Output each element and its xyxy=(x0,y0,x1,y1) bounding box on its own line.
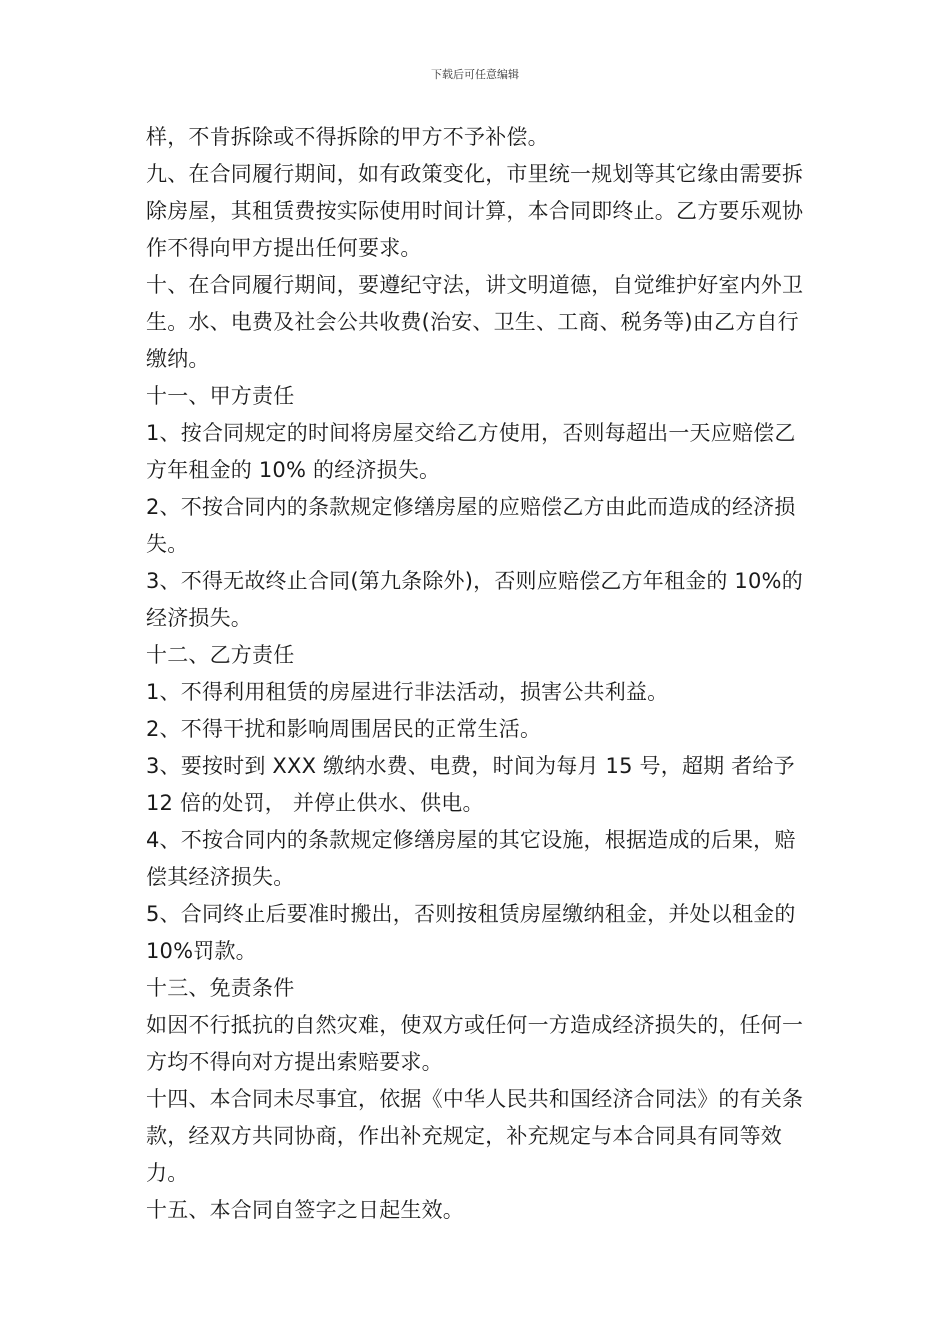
clause-12-heading: 十二、乙方责任 xyxy=(146,643,295,667)
clause-10: 十、在合同履行期间，要遵纪守法，讲文明道德，自觉维护好室内外卫生。水、电费及社会公共收费(治安、卫生、工商、税务等)由乙方自行缴纳。 xyxy=(146,273,804,371)
paragraph-continuation: 样，不肯拆除或不得拆除的甲方不予补偿。 xyxy=(146,125,549,149)
clause-15: 十五、本合同自签字之日起生效。 xyxy=(146,1198,464,1222)
clause-11-item-2: 2、不按合同内的条款规定修缮房屋的应赔偿乙方由此而造成的经济损失。 xyxy=(146,495,796,556)
clause-12-item-2: 2、不得干扰和影响周围居民的正常生活。 xyxy=(146,717,542,741)
clause-14: 十四、本合同未尽事宜，依据《中华人民共和国经济合同法》的有关条款，经双方共同协商，作出补充规定，补充规定与本合同具有同等效力。 xyxy=(146,1087,804,1185)
clause-12-item-1: 1、不得利用租赁的房屋进行非法活动，损害公共利益。 xyxy=(146,680,669,704)
clause-12-item-3: 3、要按时到 XXX 缴纳水费、电费，时间为每月 15 号，超期 者给予 12 倍的处罚， 并停止供水、供电。 xyxy=(146,754,795,815)
clause-11-heading: 十一、甲方责任 xyxy=(146,384,295,408)
clause-12-item-4: 4、不按合同内的条款规定修缮房屋的其它设施，根据造成的后果，赔偿其经济损失。 xyxy=(146,828,796,889)
clause-9: 九、在合同履行期间，如有政策变化，市里统一规划等其它缘由需要拆除房屋，其租赁费按实际使用时间计算，本合同即终止。乙方要乐观协作不得向甲方提出任何要求。 xyxy=(146,162,804,260)
clause-13-heading: 十三、免责条件 xyxy=(146,976,295,1000)
page-header: 下载后可任意编辑 xyxy=(431,68,519,81)
clause-11-item-1: 1、按合同规定的时间将房屋交给乙方使用，否则每超出一天应赔偿乙方年租金的 10% 的经济损失。 xyxy=(146,421,796,482)
clause-11-item-3: 3、不得无故终止合同(第九条除外)，否则应赔偿乙方年租金的 10%的经济损失。 xyxy=(146,569,803,630)
document-body xyxy=(146,119,810,1229)
clause-13-text: 如因不行抵抗的自然灾难，使双方或任何一方造成经济损失的，任何一方均不得向对方提出索赔要求。 xyxy=(146,1013,804,1074)
clause-12-item-5: 5、合同终止后要准时搬出，否则按租赁房屋缴纳租金，并处以租金的 10%罚款。 xyxy=(146,902,796,963)
